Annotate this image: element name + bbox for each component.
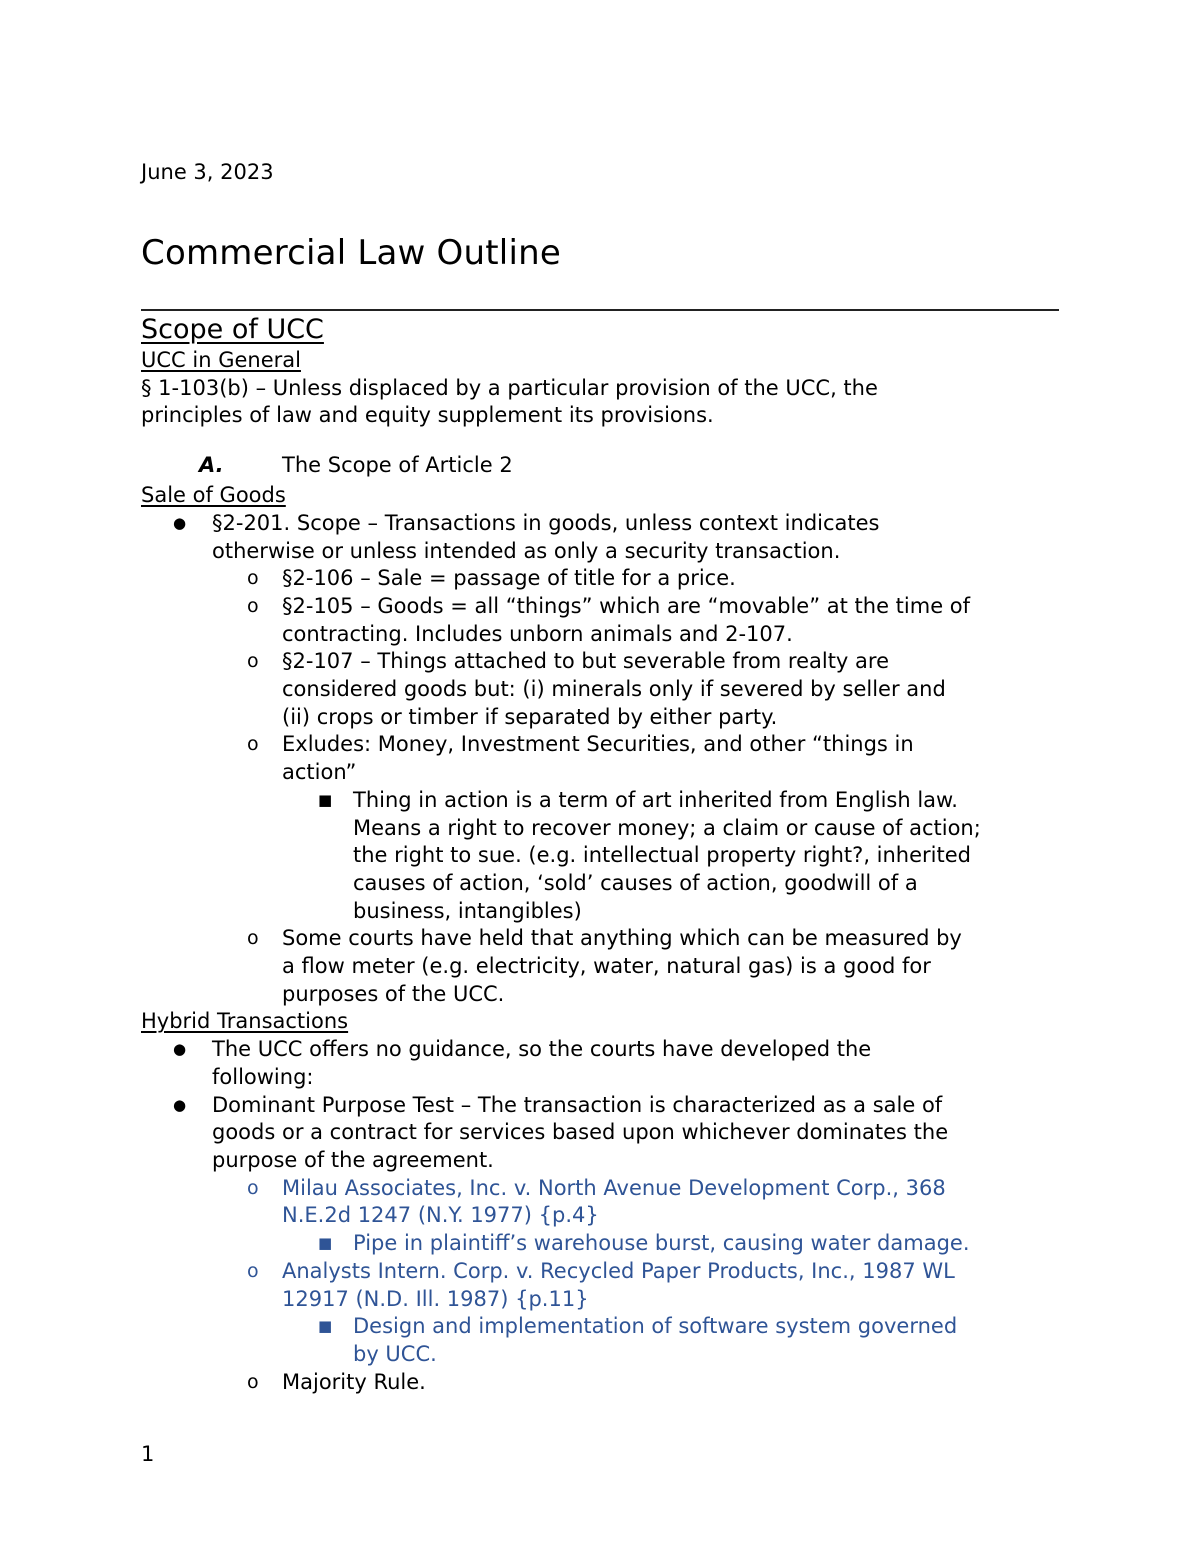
case-citation [141,1258,1071,1313]
circle-marker: o [247,1176,259,1199]
text-line: § 1-103(b) – Unless displaced by a particular provision of the UCC, the [141,375,878,400]
text-line: Thing in action is a term of art inherited from English law. [353,787,958,812]
text-line: (ii) crops or timber if separated by either party. [282,704,778,729]
text-line: causes of action, ‘sold’ causes of action, goodwill of a [353,870,918,895]
text-line: Pipe in plaintiff’s warehouse burst, causing water damage. [353,1231,970,1256]
text-line: otherwise or unless intended as only a security transaction. [212,538,841,563]
text-line: Analysts Intern. Corp. v. Recycled Paper Products, Inc., 1987 WL [282,1258,955,1283]
text-line: §2-201. Scope – Transactions in goods, unless context indicates [212,510,880,535]
document-date: June 3, 2023 [141,160,274,184]
text-line: §2-105 – Goods = all “things” which are “movable” at the time of [282,593,971,618]
document-title: Commercial Law Outline [141,233,561,273]
text-line: following: [212,1064,314,1089]
bullet-marker: ● [173,1040,187,1059]
text-line: purposes of the UCC. [282,981,505,1006]
circle-marker: o [247,927,259,950]
text-line: Means a right to recover money; a claim or cause of action; [353,815,981,840]
text-line: considered goods but: (i) minerals only if severed by seller and [282,677,946,702]
subheading-sale-of-goods: Sale of Goods [141,483,286,508]
article-heading [141,452,1071,482]
circle-marker: o [247,594,259,617]
list-item [141,1369,1071,1397]
subheading-hybrid-transactions: Hybrid Transactions [141,1009,349,1034]
text-line: The UCC offers no guidance, so the courts have developed the [212,1037,872,1062]
list-item [141,1036,1071,1091]
list-item [141,593,1071,648]
square-marker: ■ [318,1317,333,1336]
circle-marker: o [247,733,259,756]
text-line: action” [282,760,357,785]
text-line: Milau Associates, Inc. v. North Avenue Development Corp., 368 [282,1175,946,1200]
text-line: §2-106 – Sale = passage of title for a price. [282,566,736,591]
list-item [141,731,1071,786]
paragraph-1-103 [141,375,1071,430]
square-marker: ■ [318,1234,333,1253]
article-letter: A. [199,453,224,478]
bullet-marker: ● [173,513,187,532]
text-line: by UCC. [353,1341,437,1366]
circle-marker: o [247,1370,259,1393]
circle-marker: o [247,650,259,673]
text-line: contracting. Includes unborn animals and 2-107. [282,621,793,646]
text-line: 12917 (N.D. Ill. 1987) {p.11} [282,1286,589,1311]
text-line: N.E.2d 1247 (N.Y. 1977) {p.4} [282,1203,599,1228]
document-body [141,313,1071,1396]
list-item [141,648,1071,731]
article-title: The Scope of Article 2 [282,453,513,478]
bullet-marker: ● [173,1095,187,1114]
list-item [141,510,1071,565]
title-divider [141,309,1059,311]
square-marker: ■ [318,790,333,809]
text-line: a flow meter (e.g. electricity, water, natural gas) is a good for [282,954,931,979]
text-line: Dominant Purpose Test – The transaction is characterized as a sale of [212,1092,943,1117]
case-note [141,1313,1071,1368]
text-line: goods or a contract for services based upon whichever dominates the [212,1120,949,1145]
circle-marker: o [247,1259,259,1282]
list-item [141,565,1071,593]
text-line: Exludes: Money, Investment Securities, and other “things in [282,732,914,757]
text-line: business, intangibles) [353,898,582,923]
text-line: §2-107 – Things attached to but severable from realty are [282,649,890,674]
page-number: 1 [141,1442,155,1466]
text-line: the right to sue. (e.g. intellectual property right?, inherited [353,843,971,868]
section-heading: Scope of UCC [141,314,324,345]
case-citation [141,1175,1071,1230]
circle-marker: o [247,567,259,590]
list-item [141,1092,1071,1175]
list-item [141,787,1071,926]
text-line: Majority Rule. [282,1369,426,1394]
text-line: Some courts have held that anything which can be measured by [282,926,962,951]
case-note [141,1230,1071,1258]
text-line: purpose of the agreement. [212,1147,494,1172]
list-item [141,925,1071,1008]
subheading-ucc-general: UCC in General [141,348,301,372]
text-line: principles of law and equity supplement its provisions. [141,403,714,428]
text-line: Design and implementation of software system governed [353,1314,958,1339]
